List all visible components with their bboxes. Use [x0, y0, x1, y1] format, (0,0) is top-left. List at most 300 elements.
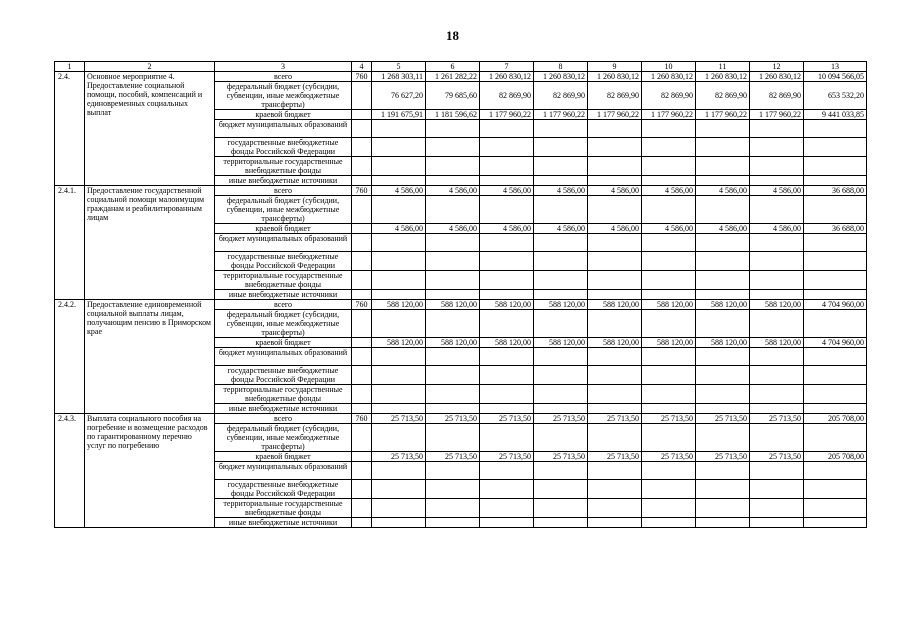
amount-cell: [588, 404, 642, 414]
amount-cell: 25 713,50: [426, 452, 480, 462]
amount-cell: [426, 138, 480, 157]
amount-cell: [426, 480, 480, 499]
amount-cell: [696, 196, 750, 224]
amount-cell: [750, 138, 804, 157]
column-header: 10: [642, 62, 696, 72]
amount-cell: [750, 499, 804, 518]
budget-code-cell: [352, 480, 372, 499]
amount-cell: [372, 385, 426, 404]
amount-cell: [372, 196, 426, 224]
amount-cell: [534, 157, 588, 176]
amount-cell: [750, 120, 804, 138]
amount-cell: [750, 404, 804, 414]
budget-code-cell: [352, 110, 372, 120]
amount-cell: [426, 252, 480, 271]
amount-cell: [372, 290, 426, 300]
amount-cell: [588, 157, 642, 176]
amount-cell: [804, 518, 867, 528]
amount-cell: 4 586,00: [696, 186, 750, 196]
amount-cell: [642, 366, 696, 385]
amount-cell: 4 586,00: [750, 224, 804, 234]
amount-cell: [426, 366, 480, 385]
amount-cell: [696, 385, 750, 404]
amount-cell: [696, 366, 750, 385]
amount-cell: [750, 518, 804, 528]
amount-cell: [804, 138, 867, 157]
column-header: 13: [804, 62, 867, 72]
amount-cell: [480, 310, 534, 338]
table-row: [55, 414, 867, 424]
funding-source: территориальные государственные внебюджетные фонды: [215, 385, 352, 404]
amount-cell: 4 586,00: [426, 186, 480, 196]
amount-cell: [534, 138, 588, 157]
funding-source: иные внебюджетные источники: [215, 404, 352, 414]
budget-code-cell: [352, 271, 372, 290]
budget-code: 760: [352, 72, 372, 82]
amount-cell: [480, 480, 534, 499]
amount-cell: 82 869,90: [588, 82, 642, 110]
amount-cell: 36 688,00: [804, 224, 867, 234]
funding-source: федеральный бюджет (субсидии, субвенции, иные межбюджетные трансферты): [215, 310, 352, 338]
budget-table: [54, 61, 867, 528]
funding-source: всего: [215, 414, 352, 424]
amount-cell: [372, 310, 426, 338]
amount-cell: [804, 499, 867, 518]
funding-source: иные внебюджетные источники: [215, 290, 352, 300]
amount-cell: 588 120,00: [696, 338, 750, 348]
amount-cell: 1 260 830,12: [534, 72, 588, 82]
amount-cell: [804, 120, 867, 138]
amount-cell: [480, 385, 534, 404]
amount-cell: 4 586,00: [588, 224, 642, 234]
funding-source: государственные внебюджетные фонды Российской Федерации: [215, 366, 352, 385]
amount-cell: [426, 157, 480, 176]
amount-cell: [750, 271, 804, 290]
item-number: 2.4.2.: [55, 300, 85, 414]
amount-cell: 9 441 033,85: [804, 110, 867, 120]
amount-cell: [642, 348, 696, 366]
amount-cell: 25 713,50: [642, 452, 696, 462]
amount-cell: [642, 499, 696, 518]
amount-cell: [588, 518, 642, 528]
budget-code-cell: [352, 138, 372, 157]
amount-cell: [642, 138, 696, 157]
amount-cell: [426, 120, 480, 138]
amount-cell: [426, 196, 480, 224]
budget-code-cell: [352, 348, 372, 366]
funding-source: федеральный бюджет (субсидии, субвенции, иные межбюджетные трансферты): [215, 82, 352, 110]
amount-cell: [588, 252, 642, 271]
amount-cell: [372, 234, 426, 252]
amount-cell: [642, 290, 696, 300]
amount-cell: [588, 271, 642, 290]
budget-code-cell: [352, 82, 372, 110]
amount-cell: [642, 518, 696, 528]
amount-cell: [642, 252, 696, 271]
item-name: Выплата социального пособия на погребение и возмещение расходов по гарантированному перечню услуг по погребению: [85, 414, 215, 528]
amount-cell: 4 586,00: [642, 224, 696, 234]
amount-cell: 588 120,00: [642, 300, 696, 310]
amount-cell: [372, 120, 426, 138]
amount-cell: [534, 404, 588, 414]
amount-cell: 25 713,50: [588, 414, 642, 424]
amount-cell: [696, 271, 750, 290]
amount-cell: [750, 480, 804, 499]
amount-cell: [804, 385, 867, 404]
amount-cell: 82 869,90: [480, 82, 534, 110]
amount-cell: [372, 271, 426, 290]
amount-cell: [426, 424, 480, 452]
funding-source: государственные внебюджетные фонды Российской Федерации: [215, 252, 352, 271]
amount-cell: [750, 176, 804, 186]
amount-cell: [642, 234, 696, 252]
budget-code-cell: [352, 518, 372, 528]
amount-cell: 588 120,00: [372, 338, 426, 348]
amount-cell: 205 708,00: [804, 414, 867, 424]
amount-cell: [642, 176, 696, 186]
column-header: 12: [750, 62, 804, 72]
amount-cell: [696, 404, 750, 414]
amount-cell: [696, 138, 750, 157]
amount-cell: 4 586,00: [534, 186, 588, 196]
amount-cell: 1 260 830,12: [696, 72, 750, 82]
amount-cell: 25 713,50: [534, 452, 588, 462]
column-header: 3: [215, 62, 352, 72]
amount-cell: [804, 234, 867, 252]
amount-cell: [804, 348, 867, 366]
amount-cell: [588, 480, 642, 499]
amount-cell: [534, 176, 588, 186]
amount-cell: [480, 252, 534, 271]
amount-cell: 588 120,00: [480, 338, 534, 348]
amount-cell: [588, 499, 642, 518]
funding-source: бюджет муниципальных образований: [215, 234, 352, 252]
amount-cell: [750, 252, 804, 271]
funding-source: федеральный бюджет (субсидии, субвенции, иные межбюджетные трансферты): [215, 196, 352, 224]
amount-cell: [750, 310, 804, 338]
budget-code-cell: [352, 120, 372, 138]
amount-cell: 588 120,00: [588, 300, 642, 310]
amount-cell: 588 120,00: [588, 338, 642, 348]
amount-cell: 25 713,50: [696, 452, 750, 462]
amount-cell: [750, 290, 804, 300]
amount-cell: 588 120,00: [426, 338, 480, 348]
column-header: 5: [372, 62, 426, 72]
table-row: [55, 300, 867, 310]
amount-cell: 79 685,60: [426, 82, 480, 110]
amount-cell: [804, 252, 867, 271]
amount-cell: 653 532,20: [804, 82, 867, 110]
amount-cell: [696, 290, 750, 300]
amount-cell: 1 177 960,22: [480, 110, 534, 120]
amount-cell: 588 120,00: [480, 300, 534, 310]
amount-cell: 82 869,90: [696, 82, 750, 110]
amount-cell: [804, 290, 867, 300]
amount-cell: 1 260 830,12: [750, 72, 804, 82]
amount-cell: [480, 196, 534, 224]
amount-cell: [588, 366, 642, 385]
amount-cell: [534, 518, 588, 528]
amount-cell: [534, 234, 588, 252]
column-header: 8: [534, 62, 588, 72]
amount-cell: 1 177 960,22: [696, 110, 750, 120]
funding-source: бюджет муниципальных образований: [215, 120, 352, 138]
amount-cell: 1 177 960,22: [534, 110, 588, 120]
amount-cell: [426, 234, 480, 252]
item-name: Основное мероприятие 4. Предоставление социальной помощи, пособий, компенсаций и единовременных социальных выплат: [85, 72, 215, 186]
amount-cell: 25 713,50: [480, 452, 534, 462]
budget-code: 760: [352, 300, 372, 310]
amount-cell: [480, 366, 534, 385]
amount-cell: 25 713,50: [750, 414, 804, 424]
amount-cell: [588, 138, 642, 157]
budget-code-cell: [352, 338, 372, 348]
amount-cell: [588, 462, 642, 480]
amount-cell: [426, 310, 480, 338]
budget-code-cell: [352, 310, 372, 338]
amount-cell: [480, 271, 534, 290]
amount-cell: [372, 462, 426, 480]
amount-cell: [696, 424, 750, 452]
amount-cell: [534, 310, 588, 338]
amount-cell: [642, 120, 696, 138]
amount-cell: [426, 176, 480, 186]
amount-cell: 76 627,20: [372, 82, 426, 110]
column-header: 1: [55, 62, 85, 72]
amount-cell: [804, 271, 867, 290]
funding-source: всего: [215, 300, 352, 310]
table-row: [55, 186, 867, 196]
page-number: 18: [446, 28, 459, 43]
amount-cell: [750, 348, 804, 366]
amount-cell: [750, 234, 804, 252]
amount-cell: [426, 462, 480, 480]
amount-cell: 4 586,00: [372, 224, 426, 234]
amount-cell: 1 260 830,12: [642, 72, 696, 82]
amount-cell: [534, 462, 588, 480]
amount-cell: [480, 290, 534, 300]
amount-cell: [642, 404, 696, 414]
amount-cell: [642, 424, 696, 452]
budget-code-cell: [352, 404, 372, 414]
table-row: [55, 72, 867, 82]
budget-code-cell: [352, 385, 372, 404]
amount-cell: [642, 385, 696, 404]
amount-cell: [534, 120, 588, 138]
amount-cell: [372, 366, 426, 385]
item-number: 2.4.: [55, 72, 85, 186]
amount-cell: 588 120,00: [426, 300, 480, 310]
amount-cell: [372, 157, 426, 176]
amount-cell: [642, 271, 696, 290]
amount-cell: [642, 196, 696, 224]
amount-cell: 82 869,90: [750, 82, 804, 110]
amount-cell: [642, 462, 696, 480]
amount-cell: 1 268 303,11: [372, 72, 426, 82]
amount-cell: [642, 310, 696, 338]
amount-cell: [534, 366, 588, 385]
header-row: [55, 62, 867, 72]
amount-cell: 10 094 566,05: [804, 72, 867, 82]
amount-cell: [534, 348, 588, 366]
column-header: 4: [352, 62, 372, 72]
amount-cell: [696, 234, 750, 252]
amount-cell: 588 120,00: [534, 300, 588, 310]
funding-source: государственные внебюджетные фонды Российской Федерации: [215, 138, 352, 157]
item-number: 2.4.1.: [55, 186, 85, 300]
amount-cell: [642, 157, 696, 176]
amount-cell: [372, 252, 426, 271]
amount-cell: [804, 462, 867, 480]
amount-cell: [588, 290, 642, 300]
amount-cell: [804, 310, 867, 338]
item-name: Предоставление государственной социальной помощи малоимущим гражданам и реабилитированным лицам: [85, 186, 215, 300]
amount-cell: [534, 480, 588, 499]
column-header: 9: [588, 62, 642, 72]
amount-cell: [480, 176, 534, 186]
amount-cell: [372, 138, 426, 157]
amount-cell: [426, 385, 480, 404]
amount-cell: [588, 348, 642, 366]
amount-cell: [750, 424, 804, 452]
column-header: 2: [85, 62, 215, 72]
amount-cell: [480, 138, 534, 157]
budget-code-cell: [352, 196, 372, 224]
amount-cell: [804, 404, 867, 414]
funding-source: краевой бюджет: [215, 224, 352, 234]
budget-code-cell: [352, 366, 372, 385]
amount-cell: 1 261 282,22: [426, 72, 480, 82]
amount-cell: 25 713,50: [588, 452, 642, 462]
amount-cell: 1 191 675,91: [372, 110, 426, 120]
funding-source: бюджет муниципальных образований: [215, 462, 352, 480]
amount-cell: [372, 499, 426, 518]
budget-code-cell: [352, 234, 372, 252]
amount-cell: [696, 310, 750, 338]
amount-cell: 25 713,50: [372, 452, 426, 462]
funding-source: государственные внебюджетные фонды Российской Федерации: [215, 480, 352, 499]
budget-code-cell: [352, 176, 372, 186]
amount-cell: 25 713,50: [480, 414, 534, 424]
budget-code-cell: [352, 224, 372, 234]
amount-cell: [696, 462, 750, 480]
column-header: 7: [480, 62, 534, 72]
amount-cell: [426, 518, 480, 528]
amount-cell: 25 713,50: [426, 414, 480, 424]
column-header: 6: [426, 62, 480, 72]
amount-cell: [696, 120, 750, 138]
amount-cell: [534, 290, 588, 300]
amount-cell: [588, 424, 642, 452]
amount-cell: 1 177 960,22: [642, 110, 696, 120]
funding-source: федеральный бюджет (субсидии, субвенции, иные межбюджетные трансферты): [215, 424, 352, 452]
budget-code-cell: [352, 290, 372, 300]
amount-cell: 36 688,00: [804, 186, 867, 196]
amount-cell: [696, 499, 750, 518]
amount-cell: [804, 176, 867, 186]
amount-cell: [804, 157, 867, 176]
item-name: Предоставление единовременной социальной выплаты лицам, получающим пенсию в Приморском крае: [85, 300, 215, 414]
amount-cell: [426, 348, 480, 366]
amount-cell: [534, 385, 588, 404]
funding-source: иные внебюджетные источники: [215, 176, 352, 186]
funding-source: всего: [215, 186, 352, 196]
amount-cell: [480, 348, 534, 366]
amount-cell: [588, 310, 642, 338]
amount-cell: [804, 480, 867, 499]
amount-cell: [588, 385, 642, 404]
amount-cell: [696, 480, 750, 499]
amount-cell: [696, 176, 750, 186]
amount-cell: [426, 404, 480, 414]
amount-cell: [750, 462, 804, 480]
amount-cell: 25 713,50: [696, 414, 750, 424]
amount-cell: [534, 196, 588, 224]
amount-cell: [804, 366, 867, 385]
amount-cell: [696, 518, 750, 528]
amount-cell: [480, 234, 534, 252]
amount-cell: 25 713,50: [642, 414, 696, 424]
funding-source: бюджет муниципальных образований: [215, 348, 352, 366]
amount-cell: 4 586,00: [372, 186, 426, 196]
funding-source: всего: [215, 72, 352, 82]
amount-cell: [480, 518, 534, 528]
amount-cell: 4 586,00: [480, 186, 534, 196]
amount-cell: [642, 480, 696, 499]
amount-cell: [372, 424, 426, 452]
funding-source: краевой бюджет: [215, 338, 352, 348]
amount-cell: [696, 252, 750, 271]
amount-cell: 1 177 960,22: [588, 110, 642, 120]
amount-cell: 1 177 960,22: [750, 110, 804, 120]
amount-cell: 588 120,00: [750, 338, 804, 348]
amount-cell: [480, 462, 534, 480]
funding-source: иные внебюджетные источники: [215, 518, 352, 528]
amount-cell: [372, 404, 426, 414]
amount-cell: 205 708,00: [804, 452, 867, 462]
amount-cell: 4 704 960,00: [804, 300, 867, 310]
budget-code-cell: [352, 452, 372, 462]
amount-cell: 1 260 830,12: [480, 72, 534, 82]
amount-cell: [696, 157, 750, 176]
budget-code-cell: [352, 157, 372, 176]
amount-cell: 4 586,00: [642, 186, 696, 196]
budget-code-cell: [352, 499, 372, 518]
amount-cell: 4 586,00: [534, 224, 588, 234]
amount-cell: 588 120,00: [534, 338, 588, 348]
amount-cell: [372, 518, 426, 528]
amount-cell: [750, 196, 804, 224]
amount-cell: [588, 234, 642, 252]
amount-cell: 25 713,50: [534, 414, 588, 424]
amount-cell: 588 120,00: [750, 300, 804, 310]
amount-cell: 25 713,50: [372, 414, 426, 424]
budget-code-cell: [352, 462, 372, 480]
item-number: 2.4.3.: [55, 414, 85, 528]
amount-cell: [804, 424, 867, 452]
amount-cell: [480, 404, 534, 414]
amount-cell: [588, 176, 642, 186]
amount-cell: [426, 271, 480, 290]
amount-cell: 4 586,00: [750, 186, 804, 196]
amount-cell: 588 120,00: [642, 338, 696, 348]
funding-source: территориальные государственные внебюджетные фонды: [215, 271, 352, 290]
funding-source: территориальные государственные внебюджетные фонды: [215, 499, 352, 518]
amount-cell: [534, 499, 588, 518]
amount-cell: [750, 385, 804, 404]
funding-source: краевой бюджет: [215, 452, 352, 462]
amount-cell: [480, 424, 534, 452]
